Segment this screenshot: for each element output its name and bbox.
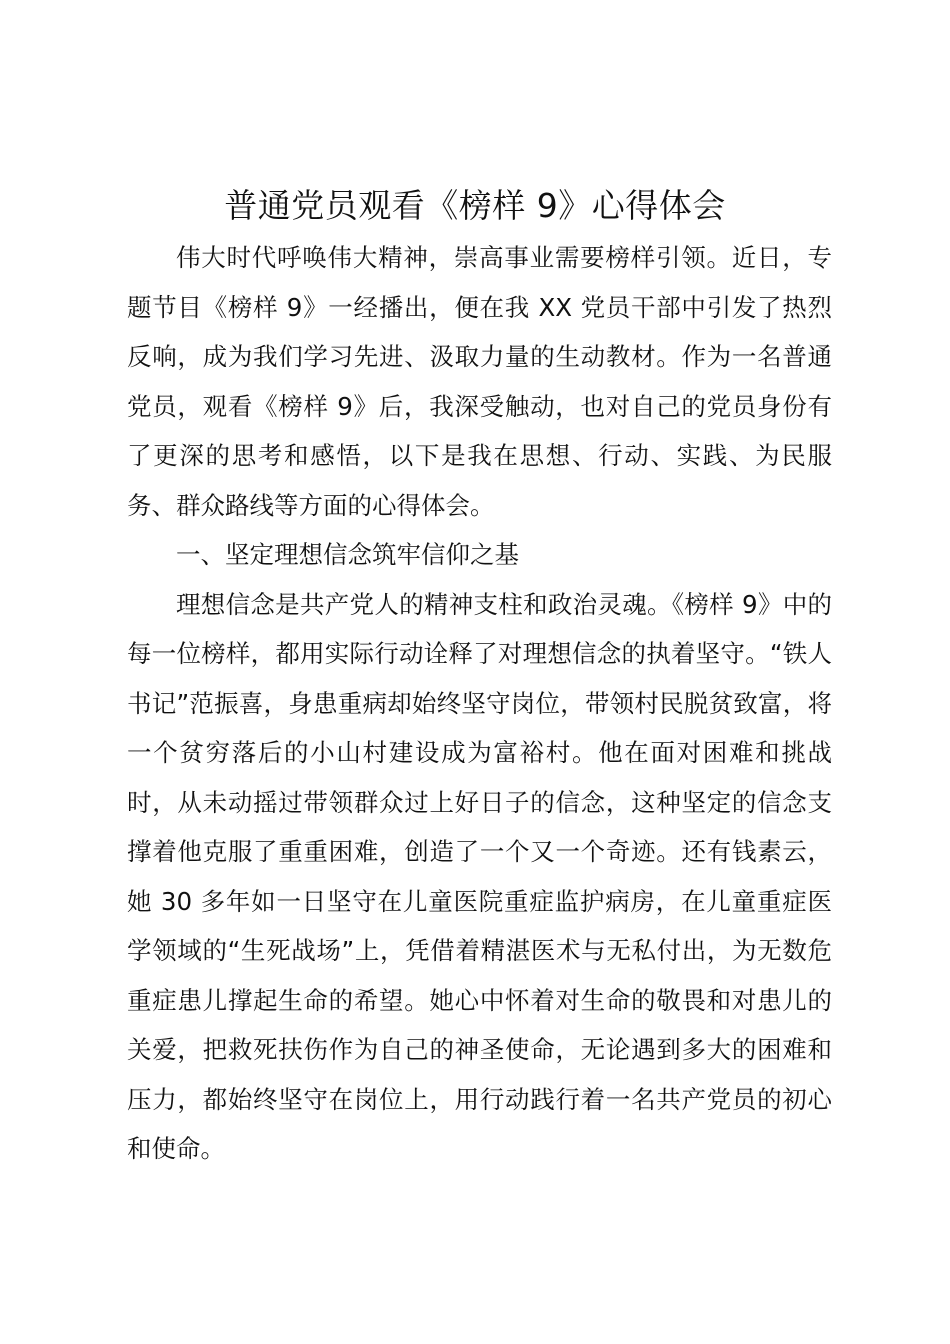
section-paragraph: 理想信念是共产党人的精神支柱和政治灵魂。《榜样 9》中的每一位榜样，都用实际行动诠释了对理想信念的执着坚守。“铁人书记”范振喜，身患重病却始终坚守岗位，带领村民脱贫致富，将一个贫穷落后的小山村建设成为富裕村。他在面对困难和挑战时，从未动摇过带领群众过上好日子的信念，这种坚定的信念支撑着他克服了重重困难，创造了一个又一个奇迹。还有钱素云，她 30 多年如一日坚守在儿童医院重症监护病房，在儿童重症医学领域的“生死战场”上，凭借着精湛医术与无私付出，为无数危重症患儿撑起生命的希望。她心中怀着对生命的敬畏和对患儿的关爱，把救死扶伤作为自己的神圣使命，无论遇到多大的困难和压力，都始终坚守在岗位上，用行动践行着一名共产党员的初心和使命。 <box>127 589 832 1163</box>
document-title: 普通党员观看《榜样 9》心得体会 <box>224 186 726 225</box>
document-body <box>127 233 832 1174</box>
intro-paragraph: 伟大时代呼唤伟大精神，崇高事业需要榜样引领。近日，专题节目《榜样 9》一经播出，便在我 XX 党员干部中引发了热烈反响，成为我们学习先进、汲取力量的生动教材。作为一名普通党员，观看《榜样 9》后，我深受触动，也对自己的党员身份有了更深的思考和感悟，以下是我在思想、行动、实践、为民服务、群众路线等方面的心得体会。 <box>127 243 832 520</box>
section-heading: 一、坚定理想信念筑牢信仰之基 <box>176 540 519 569</box>
